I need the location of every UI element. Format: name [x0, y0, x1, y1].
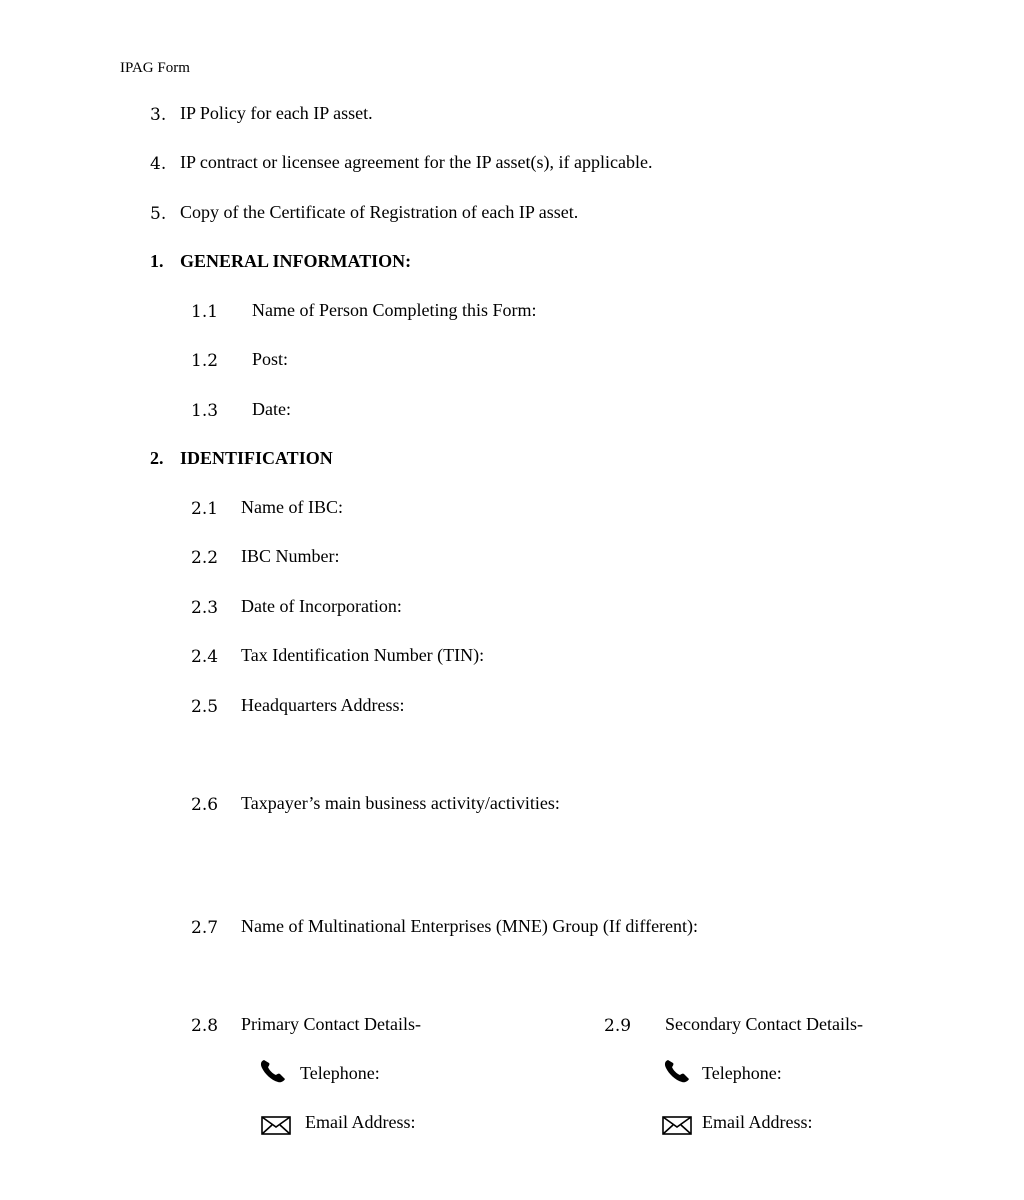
mne-group-label: Name of Multinational Enterprises (MNE) Group (If different): [241, 916, 699, 936]
item-number: 2.9 [604, 1016, 632, 1036]
item-number: 2.3 [191, 598, 219, 618]
secondary-telephone-label: Telephone: [702, 1063, 782, 1083]
secondary-email-label: Email Address: [702, 1112, 813, 1132]
item-number: 1.2 [191, 351, 219, 371]
tin-label: Tax Identification Number (TIN): [241, 645, 485, 665]
section-title: GENERAL INFORMATION: [180, 251, 412, 271]
item-number: 1.1 [191, 302, 219, 322]
list-item: IP contract or licensee agreement for the IP asset(s), if applicable. [180, 152, 653, 172]
ibc-name-label: Name of IBC: [241, 497, 343, 517]
post-label: Post: [252, 349, 289, 369]
item-number: 2.8 [191, 1016, 219, 1036]
item-number: 2.4 [191, 647, 219, 667]
envelope-icon [261, 1113, 291, 1139]
section-title: IDENTIFICATION [180, 448, 333, 468]
hq-address-label: Headquarters Address: [241, 695, 405, 715]
list-item: IP Policy for each IP asset. [180, 103, 373, 123]
business-activity-label: Taxpayer’s main business activity/activities: [241, 793, 560, 813]
primary-contact-label: Primary Contact Details- [241, 1014, 421, 1034]
date-label: Date: [252, 399, 291, 419]
envelope-icon [662, 1113, 692, 1139]
secondary-contact-label: Secondary Contact Details- [665, 1014, 863, 1034]
item-number: 1.3 [191, 401, 219, 421]
incorporation-date-label: Date of Incorporation: [241, 596, 402, 616]
person-name-label: Name of Person Completing this Form: [252, 300, 537, 320]
list-number: 4. [150, 154, 167, 174]
item-number: 2.5 [191, 697, 219, 717]
phone-icon [259, 1058, 289, 1084]
item-number: 2.2 [191, 548, 219, 568]
ibc-number-label: IBC Number: [241, 546, 340, 566]
list-item: Copy of the Certificate of Registration of each IP asset. [180, 202, 579, 222]
primary-email-label: Email Address: [305, 1112, 416, 1132]
section-number: 1. [150, 251, 164, 271]
list-number: 3. [150, 105, 167, 125]
header-title: IPAG Form [120, 60, 190, 76]
primary-telephone-label: Telephone: [300, 1063, 380, 1083]
item-number: 2.7 [191, 918, 219, 938]
item-number: 2.6 [191, 795, 219, 815]
phone-icon [663, 1058, 693, 1084]
list-number: 5. [150, 204, 167, 224]
section-number: 2. [150, 448, 164, 468]
item-number: 2.1 [191, 499, 219, 519]
